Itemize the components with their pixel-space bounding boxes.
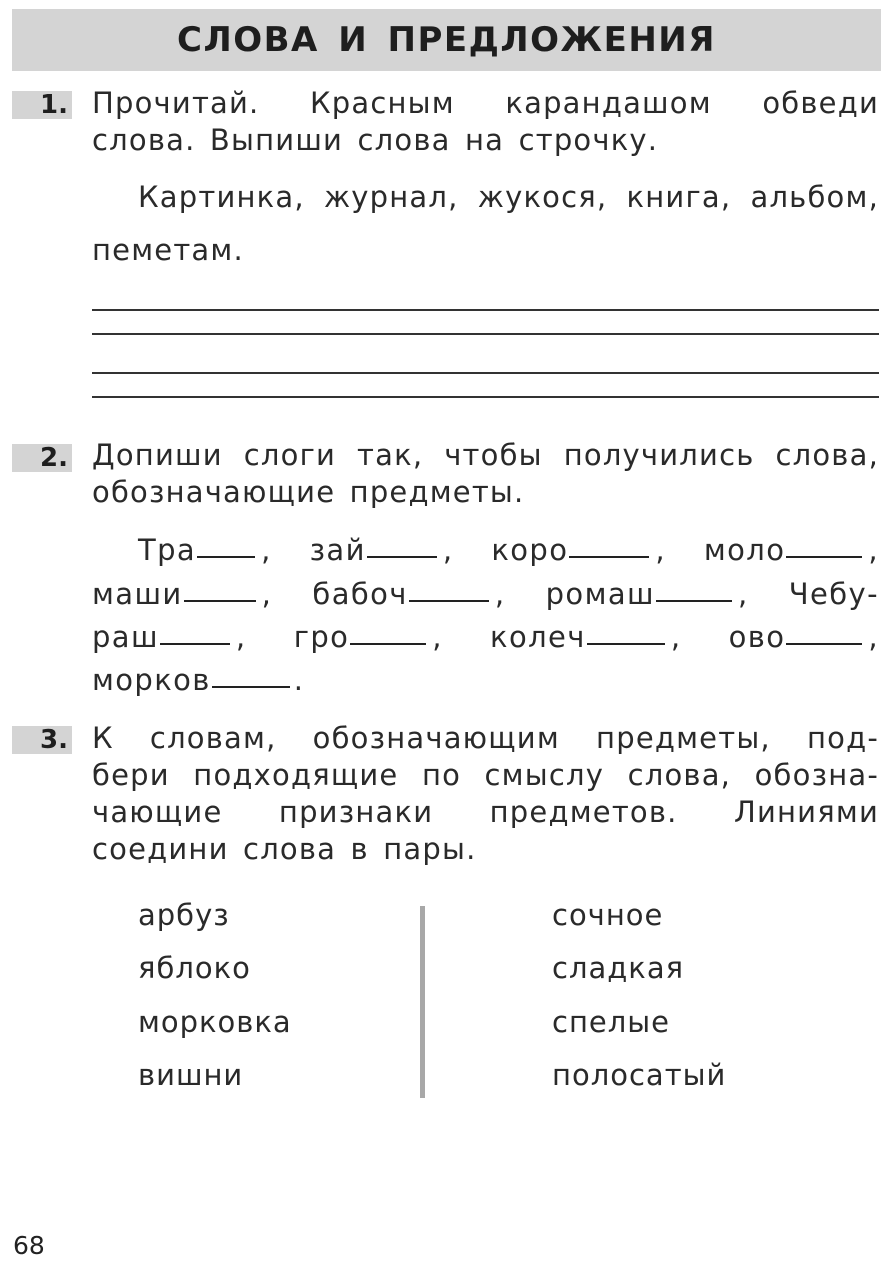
answer-blank[interactable]	[160, 642, 230, 645]
answer-blank[interactable]	[587, 642, 665, 645]
noun-word[interactable]: вишни	[138, 1058, 244, 1092]
task-number-badge	[12, 91, 72, 119]
noun-word[interactable]: арбуз	[138, 898, 230, 932]
syllable-item: коро ,	[491, 533, 666, 567]
syllable-item: бабоч ,	[312, 577, 506, 611]
task-2-instruction-line-2: обозначающие предметы.	[92, 475, 525, 509]
answer-blank[interactable]	[569, 555, 649, 558]
task-3-instruction-line-2: бери подходящие по смыслу слова, обозна-	[92, 758, 879, 792]
syllable-item: маши ,	[92, 577, 273, 611]
writing-line[interactable]	[92, 396, 879, 398]
task-1-words-line-1: Картинка, журнал, жукося, книга, альбом,	[138, 180, 879, 214]
writing-line[interactable]	[92, 309, 879, 311]
answer-blank[interactable]	[786, 555, 862, 558]
adjective-word[interactable]: сочное	[552, 898, 664, 932]
syllable-item: ово ,	[728, 620, 879, 654]
adjective-word[interactable]: спелые	[552, 1005, 671, 1039]
writing-line[interactable]	[92, 333, 879, 335]
task-number: 2.	[40, 443, 68, 473]
syllable-item: Тра ,	[138, 533, 272, 567]
instruction-text: Прочитай. Красным карандашом обведи	[92, 86, 879, 120]
noun-word[interactable]: яблоко	[138, 951, 251, 985]
adjective-word[interactable]: сладкая	[552, 951, 685, 985]
task-3-instruction-line-3: чающие признаки предметов. Линиями	[92, 795, 879, 829]
task-1-instruction-line-2: слова. Выпиши слова на строчку.	[92, 123, 659, 157]
syllable-item: Чебу-	[788, 577, 879, 611]
task-1-instruction-line-1	[92, 86, 879, 120]
page-number: 68	[13, 1231, 45, 1260]
section-title: СЛОВА И ПРЕДЛОЖЕНИЯ	[177, 20, 716, 60]
syllable-item: морков .	[92, 663, 305, 697]
answer-blank[interactable]	[367, 555, 437, 558]
answer-blank[interactable]	[350, 642, 426, 645]
writing-line[interactable]	[92, 372, 879, 374]
task-1-words-line-2: пеметам.	[92, 233, 244, 267]
syllable-row	[92, 663, 879, 697]
answer-blank[interactable]	[184, 599, 256, 602]
answer-blank[interactable]	[197, 555, 255, 558]
syllable-row	[92, 577, 879, 611]
answer-blank[interactable]	[409, 599, 489, 602]
task-2-instruction-line-1: Допиши слоги так, чтобы получились слова,	[92, 438, 879, 472]
syllable-item: колеч ,	[490, 620, 682, 654]
task-number-badge	[12, 726, 72, 754]
answer-blank[interactable]	[212, 685, 290, 688]
section-header	[12, 9, 881, 71]
task-3-instruction-line-1: К словам, обозначающим предметы, под-	[92, 721, 879, 755]
task-number: 1.	[40, 90, 68, 120]
task-number: 3.	[40, 725, 68, 755]
noun-word[interactable]: морковка	[138, 1005, 292, 1039]
syllable-row	[92, 620, 879, 654]
task-3-instruction-line-4: соедини слова в пары.	[92, 832, 477, 866]
column-divider	[420, 906, 425, 1098]
adjective-word[interactable]: полосатый	[552, 1058, 727, 1092]
syllable-item: ромаш ,	[545, 577, 749, 611]
syllable-row	[138, 533, 879, 567]
syllable-item: моло ,	[703, 533, 879, 567]
syllable-item: гро ,	[293, 620, 443, 654]
answer-blank[interactable]	[786, 642, 862, 645]
task-number-badge	[12, 444, 72, 472]
syllable-item: раш ,	[92, 620, 247, 654]
answer-blank[interactable]	[656, 599, 732, 602]
syllable-item: зай ,	[309, 533, 454, 567]
